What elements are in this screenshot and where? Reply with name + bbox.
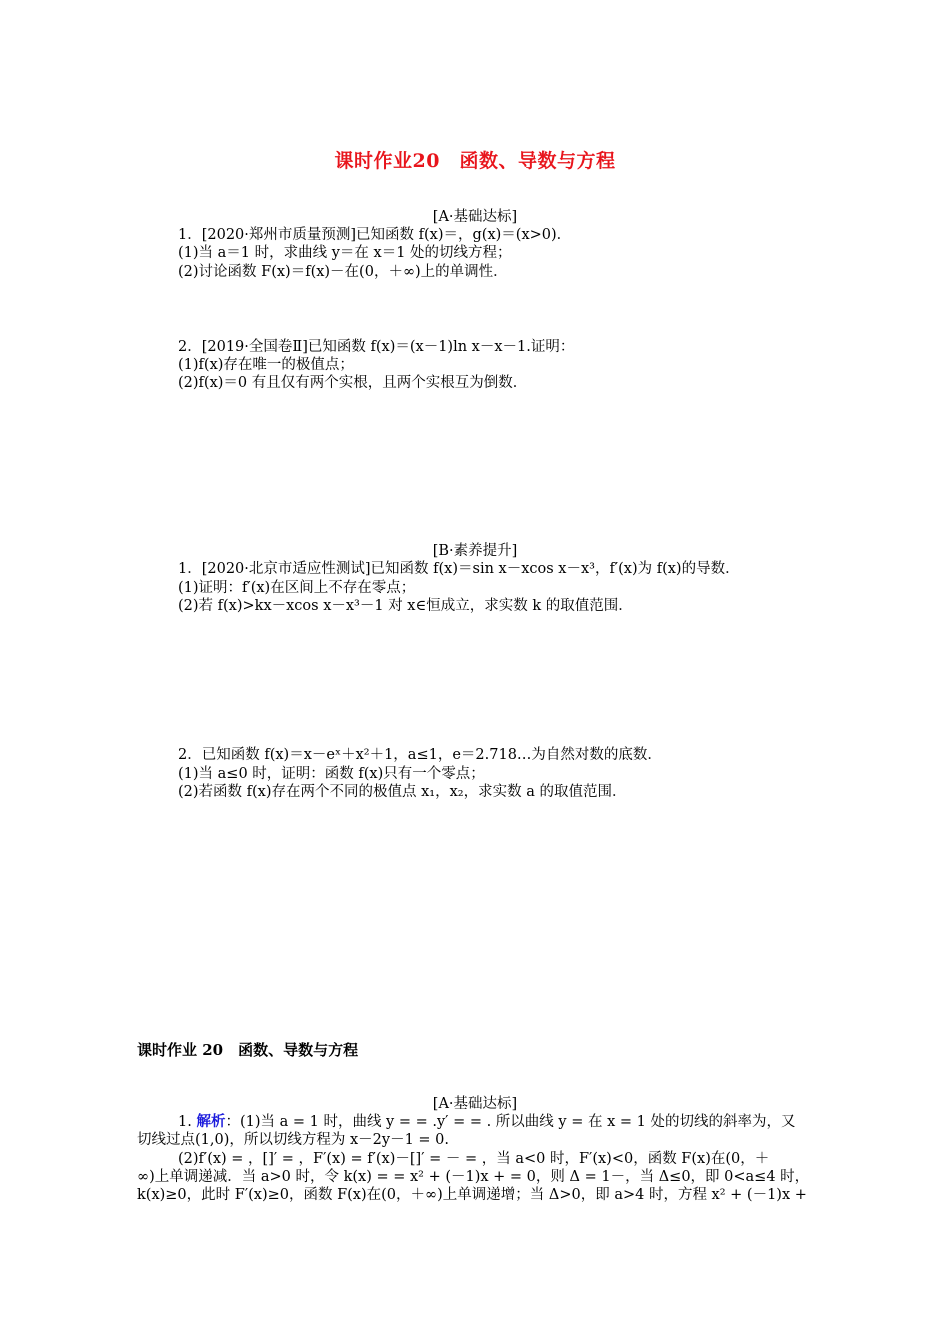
answer-line-3: (2)f′(x) = ，[]′ = ，F′(x) = f′(x)－[]′ = － = ，当 a<0 时，F′(x)<0，函数 F(x)在(0，＋: [178, 1151, 770, 1167]
question-b2-part2: (2)若函数 f(x)存在两个不同的极值点 x₁，x₂，求实数 a 的取值范围．: [178, 784, 627, 800]
question-b1-part1: (1)证明：f′(x)在区间上不存在零点；: [178, 580, 416, 596]
question-b1-part2: (2)若 f(x)>kx－xcos x－x³－1 对 x∈恒成立，求实数 k 的取值范围．: [178, 598, 633, 614]
question-a1-part1: (1)当 a＝1 时，求曲线 y＝在 x＝1 处的切线方程；: [178, 245, 512, 261]
answer-line-4: ∞)上单调递减．当 a>0 时，令 k(x) = = x² + (－1)x + = 0，则 Δ = 1－，当 Δ≤0，即 0<a≤4 时，: [137, 1169, 810, 1185]
answer-text: ：(1)当 a = 1 时，曲线 y = = .y′ = = . 所以曲线 y = 在 x = 1 处的切线的斜率为，又: [225, 1114, 796, 1130]
section-heading-a: [A·基础达标]: [432, 209, 518, 225]
question-b2-part1: (1)当 a≤0 时，证明：函数 f(x)只有一个零点；: [178, 766, 485, 782]
answer-line-5: k(x)≥0，此时 F′(x)≥0，函数 F(x)在(0，＋∞)上单调递增；当 Δ>0，即 a>4 时，方程 x² + (－1)x +: [137, 1187, 807, 1203]
answers-title: 课时作业 20 函数、导数与方程: [137, 1041, 359, 1059]
answer-paragraph-1: [178, 1113, 795, 1131]
answer-number: 1.: [178, 1114, 192, 1130]
answers-section-heading: [A·基础达标]: [432, 1096, 518, 1112]
page-title: 课时作业20 函数、导数与方程: [334, 150, 616, 172]
analysis-label: 解析: [196, 1113, 226, 1130]
answer-line-2: 切线过点(1,0)，所以切线方程为 x－2y－1 = 0.: [137, 1132, 450, 1148]
question-b1-stem: 1．[2020·北京市适应性测试]已知函数 f(x)＝sin x－xcos x－x³，f′(x)为 f(x)的导数．: [178, 561, 740, 577]
question-b2-stem: 2．已知函数 f(x)＝x－eˣ＋x²＋1，a≤1，e＝2.718…为自然对数的底数．: [178, 747, 662, 763]
question-a1-part2: (2)讨论函数 F(x)＝f(x)－在(0，＋∞)上的单调性．: [178, 264, 508, 280]
section-heading-b: [B·素养提升]: [432, 543, 518, 559]
question-a2-part1: (1)f(x)存在唯一的极值点；: [178, 357, 354, 373]
question-a1-stem: 1．[2020·郑州市质量预测]已知函数 f(x)＝，g(x)＝(x>0)．: [178, 227, 572, 243]
question-a2-stem: 2．[2019·全国卷Ⅱ]已知函数 f(x)＝(x－1)ln x－x－1.证明：: [178, 339, 575, 355]
question-a2-part2: (2)f(x)＝0 有且仅有两个实根，且两个实根互为倒数．: [178, 375, 528, 391]
